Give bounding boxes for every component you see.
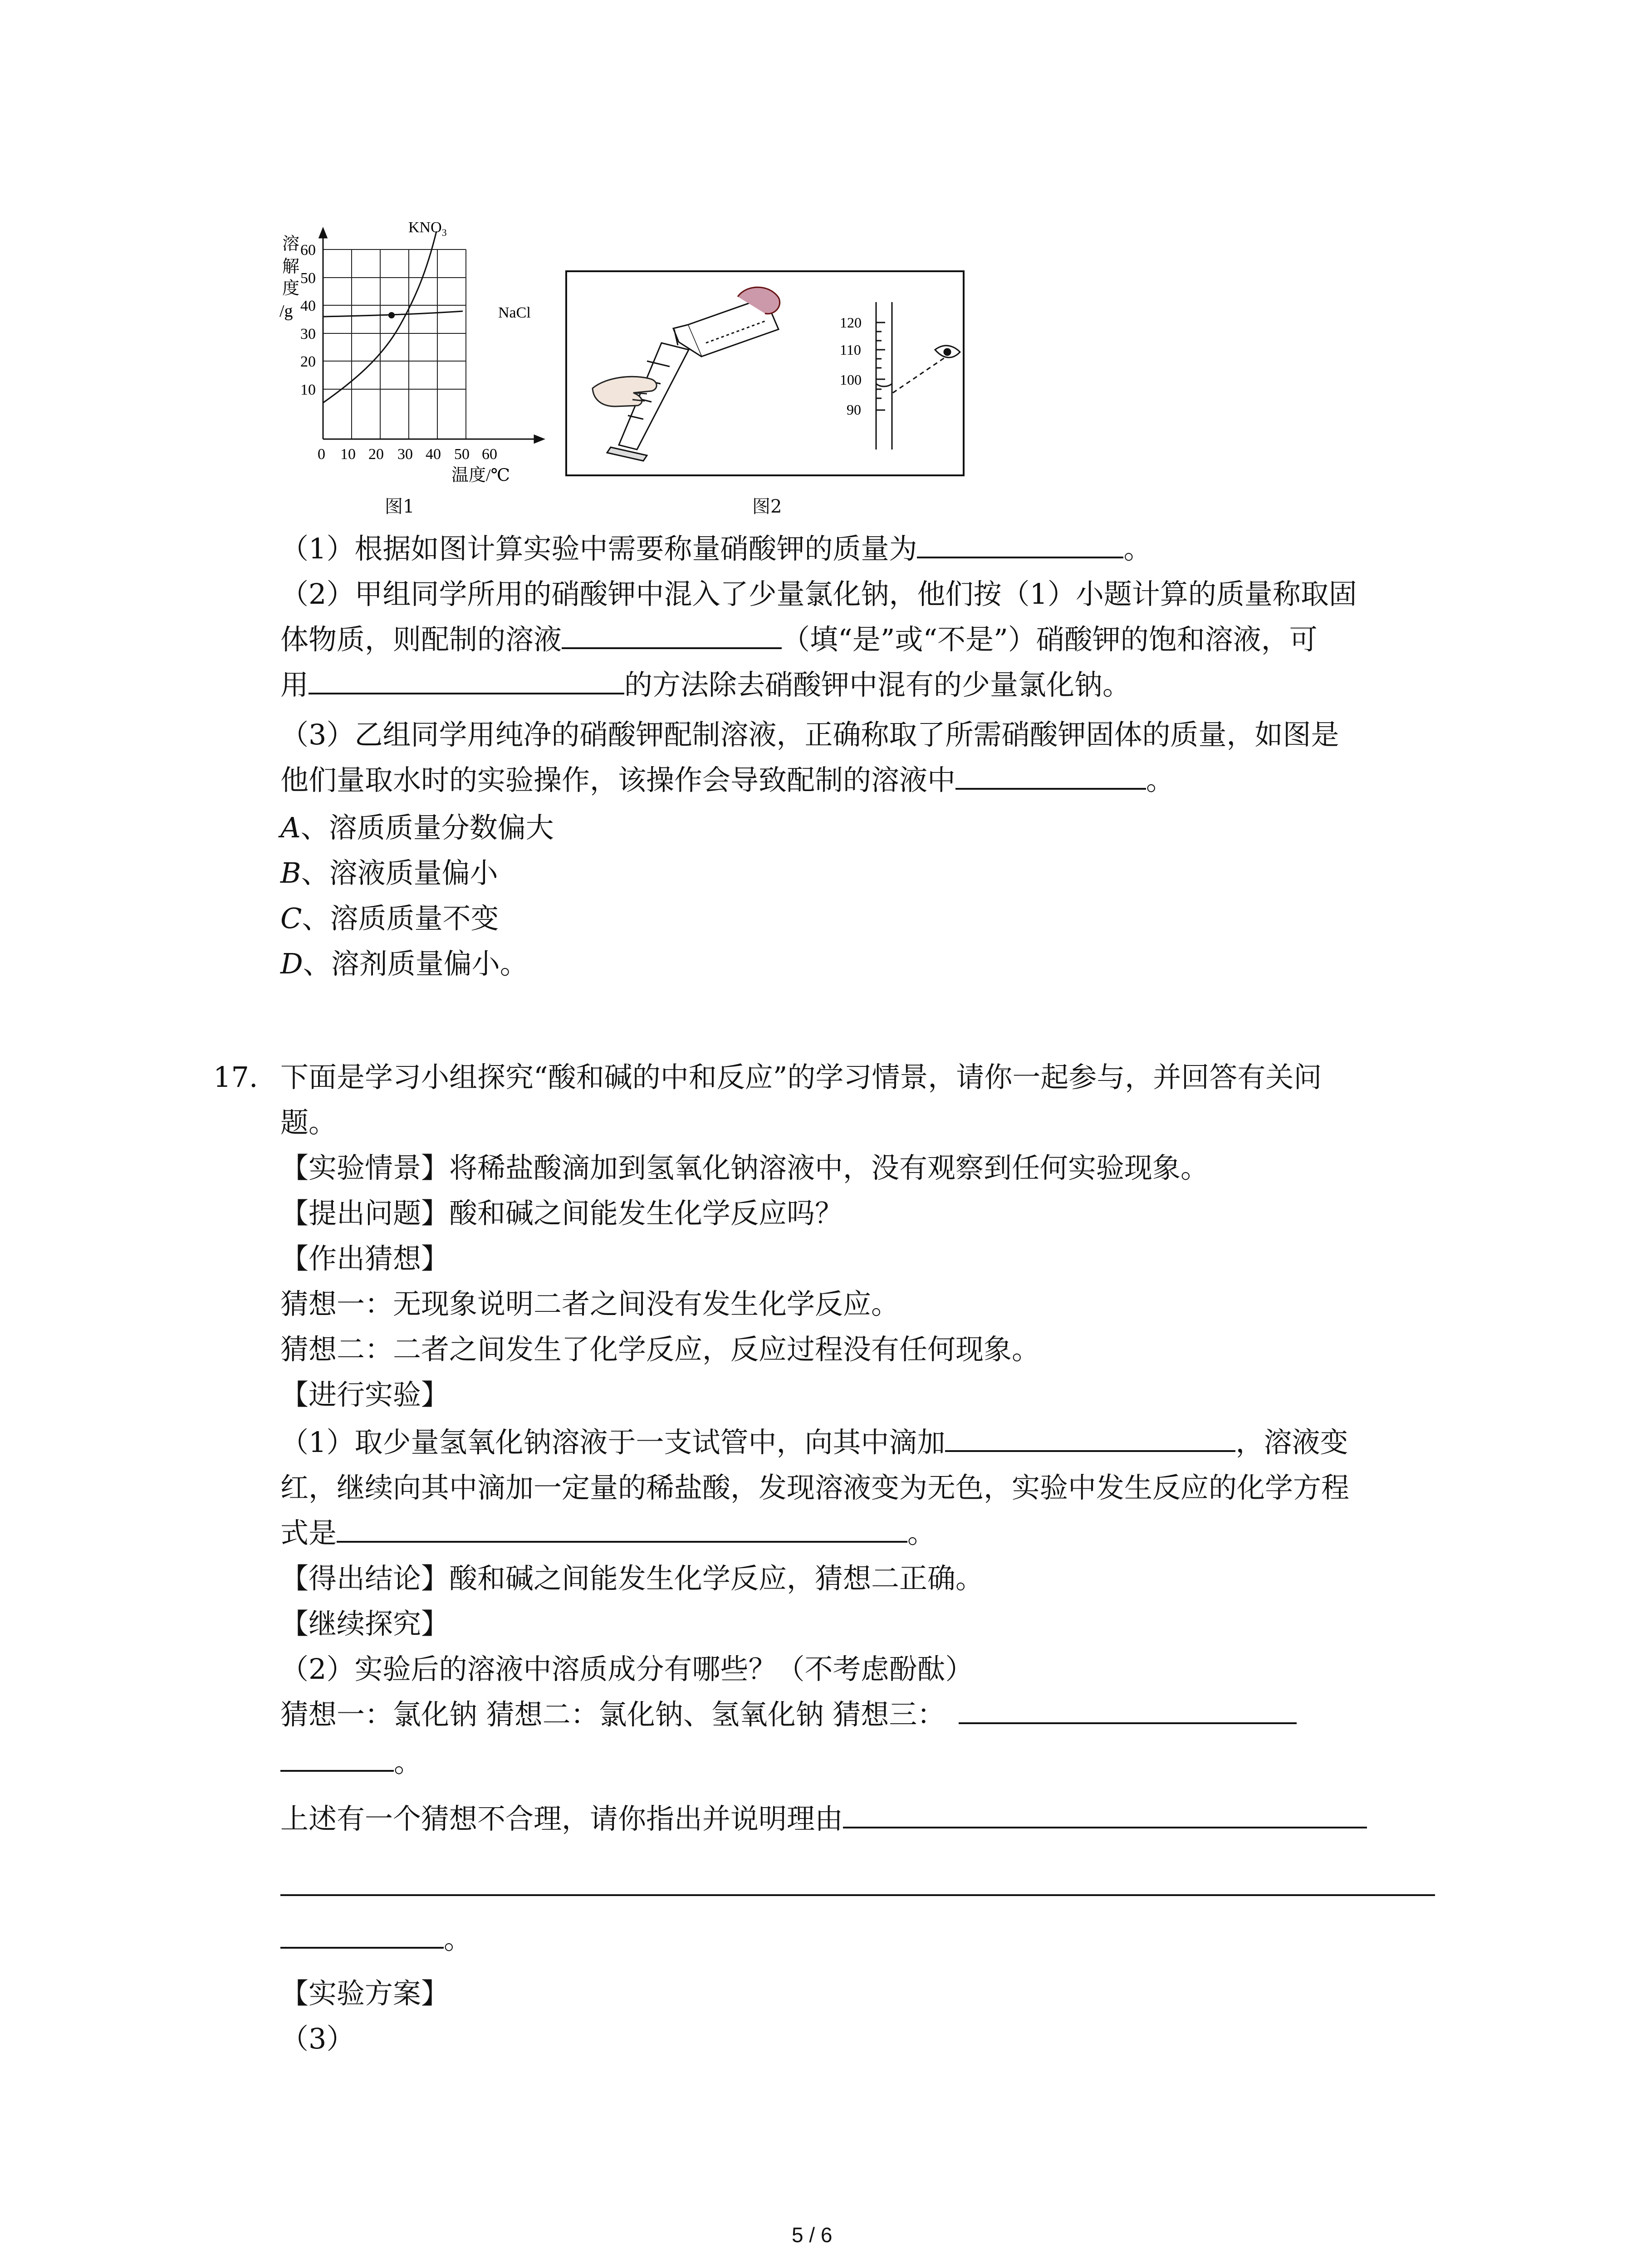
x-tick-10: 10	[340, 446, 356, 463]
y-axis-label-4: /g	[279, 302, 293, 321]
q17-part2-guesses: 猜想一：氯化钠 猜想二：氯化钠、氢氧化钠 猜想三：	[280, 1692, 1297, 1737]
answer-blank-q16-2a[interactable]	[562, 620, 782, 649]
x-tick-50: 50	[454, 446, 470, 463]
q16-part2-line3: 用 的方法除去硝酸钾中混有的少量氯化钠。	[280, 662, 1131, 708]
answer-blank-q16-2b[interactable]	[309, 665, 624, 694]
q17-exp1-line2: 红，继续向其中滴加一定量的稀盐酸，发现溶液变为无色，实验中发生反应的化学方程	[280, 1471, 1350, 1504]
q17-scene: 【实验情景】将稀盐酸滴加到氢氧化钠溶液中，没有观察到任何实验现象。	[280, 1151, 1209, 1184]
q17-experiment-heading: 【进行实验】	[280, 1378, 450, 1411]
q17-guess-heading: 【作出猜想】	[280, 1242, 450, 1275]
y-tick-10: 10	[300, 381, 316, 398]
page-number: 5 / 6	[792, 2223, 833, 2247]
q17-part3: （3）	[280, 2022, 355, 2055]
x-tick-40: 40	[426, 446, 441, 463]
answer-blank-q16-1[interactable]	[917, 529, 1123, 558]
q16-part2-line2: 体物质，则配制的溶液 （填“是”或“不是”）硝酸钾的饱和溶液，可	[280, 617, 1318, 662]
x-tick-30: 30	[397, 446, 413, 463]
x-axis-label: 温度/℃	[451, 466, 510, 485]
q17-intro-line1: 下面是学习小组探究“酸和碱的中和反应”的学习情景，请你一起参与，并回答有关问	[280, 1061, 1322, 1094]
nacl-label: NaCl	[498, 304, 531, 321]
q16-part2-line1: （2）甲组同学所用的硝酸钾中混入了少量氯化钠，他们按（1）小题计算的质量称取固	[280, 577, 1357, 611]
q17-exp1-line1: （1）取少量氢氧化钠溶液于一支试管中，向其中滴加 ，溶液变	[280, 1420, 1348, 1465]
answer-blank-q17-1a[interactable]	[945, 1423, 1235, 1452]
y-tick-60: 60	[300, 242, 316, 259]
y-axis-label-3: 度	[282, 279, 300, 298]
intersection-point	[388, 312, 395, 318]
q17-intro-line2: 题。	[280, 1106, 337, 1139]
answer-line-q17-2b-2[interactable]	[280, 1894, 1435, 1896]
q17-plan-heading: 【实验方案】	[280, 1977, 450, 2010]
y-tick-40: 40	[300, 298, 316, 314]
q16-part1: （1）根据如图计算实验中需要称量硝酸钾的质量为 。	[280, 526, 1151, 572]
q17-exp1-line3: 式是 。	[280, 1510, 936, 1556]
scale-mark-100: 100	[840, 371, 862, 388]
answer-blank-q17-2b[interactable]	[843, 1799, 1367, 1828]
q17-guess1: 猜想一：无现象说明二者之间没有发生化学反应。	[280, 1287, 900, 1320]
q17-number: 17.	[213, 1061, 258, 1094]
figure2-caption: 图2	[752, 496, 782, 517]
q17-reason-end: 。	[280, 1916, 472, 1962]
scale-mark-110: 110	[840, 342, 861, 358]
q17-question: 【提出问题】酸和碱之间能发生化学反应吗？	[280, 1197, 843, 1230]
answer-blank-q17-2a-cont[interactable]	[280, 1743, 394, 1772]
x-tick-60: 60	[482, 446, 497, 463]
answer-blank-q17-2b-cont[interactable]	[280, 1920, 444, 1949]
x-tick-20: 20	[368, 446, 384, 463]
figure1-caption: 图1	[385, 496, 415, 517]
option-a: A、溶质质量分数偏大	[280, 811, 554, 844]
answer-blank-q17-2a[interactable]	[959, 1695, 1297, 1724]
kno3-label: $KNO_3$	[408, 222, 447, 238]
scale-mark-90: 90	[847, 401, 861, 418]
option-c: C、溶质质量不变	[280, 902, 499, 935]
option-b: B、溶液质量偏小	[280, 856, 498, 890]
y-tick-50: 50	[300, 270, 316, 287]
y-axis-label-2: 解	[282, 257, 300, 276]
measuring-water-figure	[565, 270, 965, 476]
q17-continue-heading: 【继续探究】	[280, 1607, 450, 1640]
option-d: D、溶剂质量偏小。	[280, 947, 528, 980]
q17-part2-guesses-cont: 。	[280, 1740, 422, 1785]
y-axis-label-1: 溶	[282, 235, 300, 254]
q17-guess2: 猜想二：二者之间发生了化学反应，反应过程没有任何现象。	[280, 1333, 1040, 1366]
q17-unreasonable: 上述有一个猜想不合理，请你指出并说明理由	[280, 1796, 1367, 1842]
q16-part3-line2: 他们量取水时的实验操作，该操作会导致配制的溶液中 。	[280, 758, 1174, 803]
y-tick-30: 30	[300, 326, 316, 342]
q16-part3-line1: （3）乙组同学用纯净的硝酸钾配制溶液，正确称取了所需硝酸钾固体的质量，如图是	[280, 718, 1339, 751]
answer-blank-q16-3[interactable]	[955, 761, 1146, 790]
q17-conclusion: 【得出结论】酸和碱之间能发生化学反应，猜想二正确。	[280, 1562, 984, 1595]
solubility-chart	[272, 222, 563, 494]
scale-mark-120: 120	[840, 314, 862, 331]
q17-part2: （2）实验后的溶液中溶质成分有哪些？（不考虑酚酞）	[280, 1652, 974, 1686]
x-tick-0: 0	[318, 446, 325, 463]
y-tick-20: 20	[300, 353, 316, 370]
answer-blank-q17-1b[interactable]	[337, 1514, 907, 1543]
